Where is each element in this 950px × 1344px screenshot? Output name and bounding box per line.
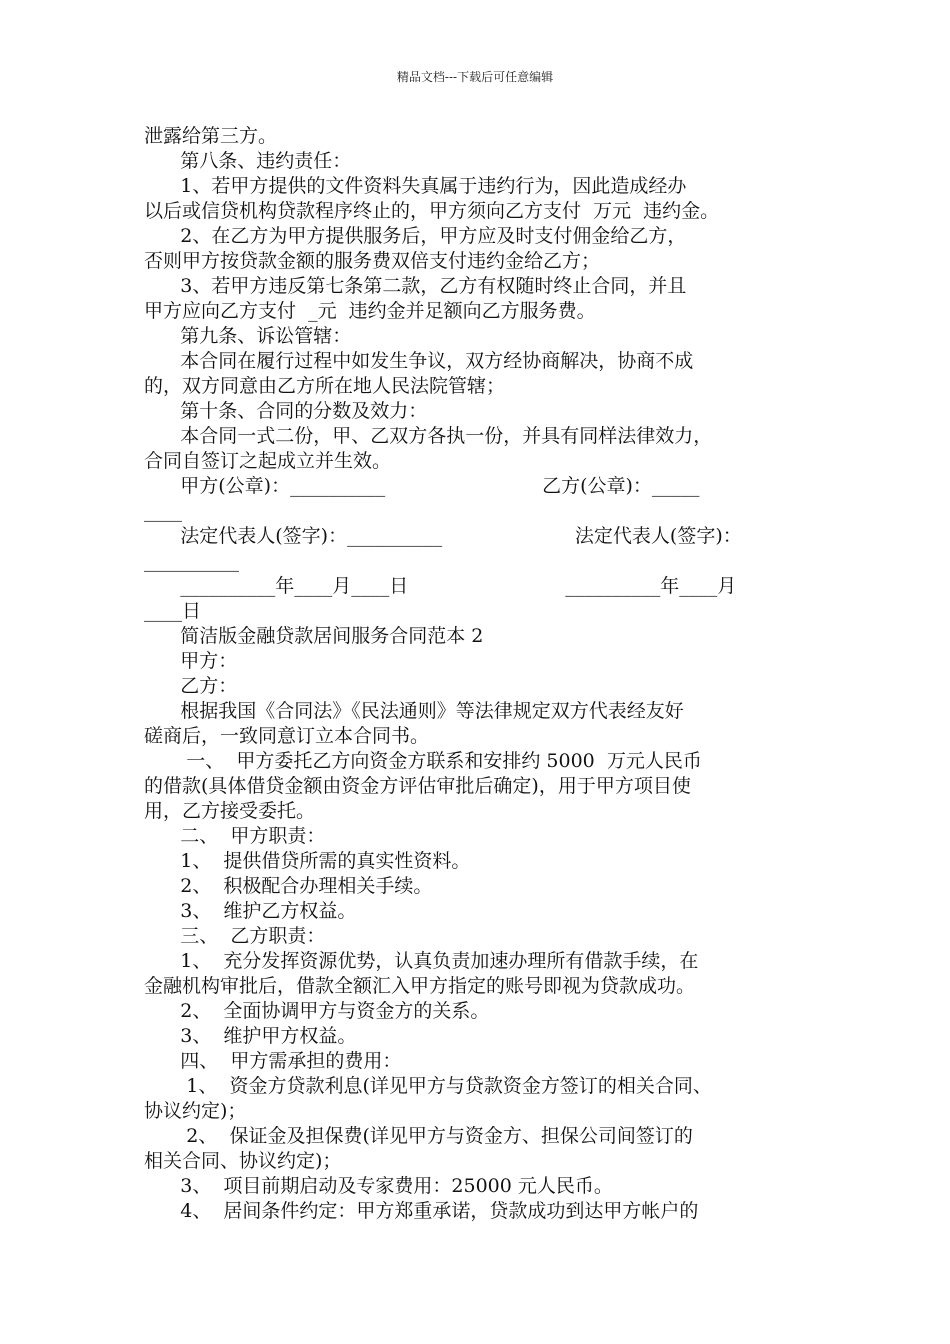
text-line: 乙方： [144, 675, 238, 697]
text-line: 泄露给第三方。 [144, 125, 278, 147]
text-line: 第九条、诉讼管辖： [144, 325, 352, 347]
text-line: 2、在乙方为甲方提供服务后，甲方应及时支付佣金给乙方， [144, 225, 687, 247]
text-line: 1、 提供借贷所需的真实性资料。 [144, 850, 471, 872]
text-line: 一、 甲方委托乙方向资金方联系和安排约 5000 万元人民币 [144, 750, 702, 772]
text-line: 否则甲方按贷款金额的服务费双倍支付违约金给乙方； [144, 250, 601, 272]
text-line: __________年____月____日 __________年____月 [144, 575, 737, 597]
text-line: 本合同一式二份，甲、乙双方各执一份，并具有同样法律效力， [144, 425, 713, 447]
text-line: 以后或信贷机构贷款程序终止的，甲方须向乙方支付 万元 违约金。 [144, 200, 720, 222]
text-line: 3、 维护甲方权益。 [144, 1025, 357, 1047]
text-line: 协议约定)； [144, 1100, 247, 1122]
text-line: 2、 全面协调甲方与资金方的关系。 [144, 1000, 490, 1022]
text-line: 3、 维护乙方权益。 [144, 900, 357, 922]
text-line: 3、 项目前期启动及专家费用：25000 元人民币。 [144, 1175, 613, 1197]
text-line: 第八条、违约责任： [144, 150, 352, 172]
text-line: 甲方(公章)：__________ 乙方(公章)：_____ [144, 475, 700, 497]
text-line: 2、 保证金及担保费(详见甲方与资金方、担保公司间签订的 [144, 1125, 693, 1147]
text-line: 用，乙方接受委托。 [144, 800, 316, 822]
text-line: 磋商后，一致同意订立本合同书。 [144, 725, 430, 747]
text-line: 三、 乙方职责： [144, 925, 326, 947]
text-line: 简洁版金融贷款居间服务合同范本 2 [144, 625, 484, 647]
text-line: 合同自签订之起成立并生效。 [144, 450, 392, 472]
text-line: 甲方： [144, 650, 238, 672]
text-line: ____ [144, 500, 182, 522]
text-line: 第十条、合同的分数及效力： [144, 400, 428, 422]
text-line: 3、若甲方违反第七条第二款，乙方有权随时终止合同，并且 [144, 275, 687, 297]
text-line: 甲方应向乙方支付 _元 违约金并足额向乙方服务费。 [144, 300, 596, 322]
page-header: 精品文档---下载后可任意编辑 [396, 70, 554, 84]
text-line: 二、 甲方职责： [144, 825, 326, 847]
document-body [144, 124, 816, 1224]
text-line: 的，双方同意由乙方所在地人民法院管辖； [144, 375, 506, 397]
text-line: __________ [144, 550, 239, 572]
text-line: 法定代表人(签字)：__________ 法定代表人(签字)： [144, 525, 742, 547]
text-line: 4、 居间条件约定：甲方郑重承诺，贷款成功到达甲方帐户的 [144, 1200, 699, 1222]
text-line: 1、若甲方提供的文件资料失真属于违约行为，因此造成经办 [144, 175, 687, 197]
text-line: 的借款(具体借贷金额由资金方评估审批后确定)，用于甲方项目使 [144, 775, 691, 797]
text-line: 根据我国《合同法》《民法通则》等法律规定双方代表经友好 [144, 700, 684, 722]
text-line: 金融机构审批后，借款全额汇入甲方指定的账号即视为贷款成功。 [144, 975, 696, 997]
text-line: 1、 充分发挥资源优势，认真负责加速办理所有借款手续，在 [144, 950, 699, 972]
text-line: ____日 [144, 600, 202, 622]
text-line: 1、 资金方贷款利息(详见甲方与贷款资金方签订的相关合同、 [144, 1075, 712, 1097]
text-line: 相关合同、协议约定)； [144, 1150, 342, 1172]
text-line: 2、 积极配合办理相关手续。 [144, 875, 433, 897]
text-line: 本合同在履行过程中如发生争议，双方经协商解决，协商不成 [144, 350, 694, 372]
text-line: 四、 甲方需承担的费用： [144, 1050, 402, 1072]
